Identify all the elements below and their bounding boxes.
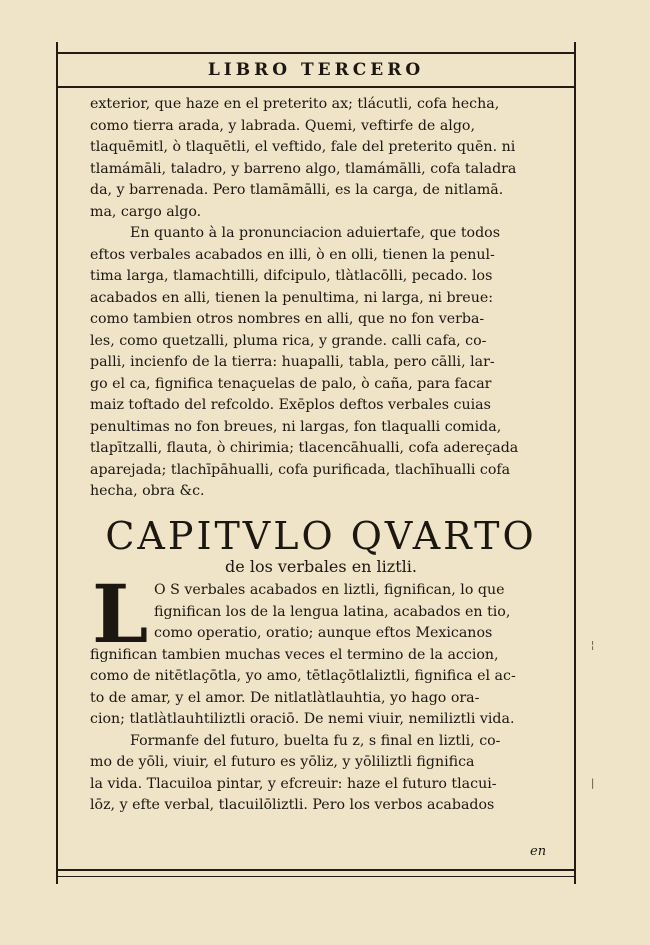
chapter-title: CAPITVLO QVARTO — [105, 514, 537, 558]
chapter-line: O S verbales acabados en liztli, fignifican, lo que — [154, 582, 505, 598]
body-line: maiz toftado del refcoldo. Exēplos deftos verbales cuias — [90, 397, 491, 413]
chapter-line: como de nitētlaçōtla, yo amo, tētlaçōtlaliztli, fignifica el ac- — [90, 668, 516, 684]
body-line: exterior, que haze en el preterito ax; tlácutli, cofa hecha, — [90, 96, 500, 112]
chapter-line: to de amar, y el amor. De nitlatlàtlauhtia, yo hago ora- — [90, 689, 480, 706]
right-border-line — [574, 42, 576, 884]
body-line: da, y barrenada. Pero tlamāmālli, es la carga, de nitlamā. — [90, 182, 504, 198]
chapter-line: Formanfe del futuro, buelta fu z, s final en liztli, co- — [130, 732, 501, 749]
margin-mark: | — [591, 778, 595, 789]
body-line: acabados en alli, tienen la penultima, ni larga, ni breue: — [90, 289, 494, 306]
body-line: eftos verbales acabados en illi, ò en olli, tienen la penul- — [90, 246, 495, 263]
body-line: aparejada; tlachīpāhualli, cofa purificada, tlachīhualli cofa — [90, 461, 511, 478]
catchword: en — [530, 844, 547, 859]
body-line: tlaquēmitl, ò tlaquētli, el veftido, fale del preterito quēn. ni — [90, 139, 516, 155]
body-paragraphs — [90, 94, 552, 503]
chapter-line: fignifican los de la lengua latina, acabados en tio, — [154, 603, 511, 620]
chapter-line: como operatio, oratio; aunque eftos Mexicanos — [154, 625, 493, 641]
chapter-line: mo de yōli, viuir, el futuro es yōliz, y yōliliztli fignifica — [90, 754, 475, 770]
drop-cap: L — [92, 567, 149, 661]
body-line: como tambien otros nombres en alli, que no fon verba- — [90, 311, 485, 327]
body-line: les, como quetzalli, pluma rica, y grande. calli cafa, co- — [90, 332, 487, 349]
chapter-line: cion; tlatlàtlauhtiliztli oraciō. De nemi viuir, nemiliztli vida. — [90, 711, 515, 727]
bottom-rule-thin — [56, 876, 576, 877]
chapter-line: lōz, y efte verbal, tlacuilōliztli. Pero los verbos acabados — [90, 797, 495, 813]
body-line: penultimas no fon breues, ni largas, fon tlaqualli comida, — [90, 418, 502, 435]
body-line: hecha, obra &c. — [90, 483, 205, 499]
margin-mark: ¦ — [591, 640, 595, 651]
body-line: como tierra arada, y labrada. Quemi, veftirfe de algo, — [90, 117, 475, 134]
header-rule — [56, 86, 576, 88]
body-line: tima larga, tlamachtilli, difcipulo, tlàtlacōlli, pecado. los — [90, 268, 493, 284]
body-line: tlamámāli, taladro, y barreno algo, tlamámālli, cofa taladra — [90, 160, 517, 177]
chapter-line: fignifican tambien muchas veces el termino de la accion, — [90, 646, 499, 663]
body-line: tlapītzalli, flauta, ò chirimia; tlacencāhualli, cofa adereçada — [90, 440, 519, 456]
body-line: En quanto à la pronunciacion aduiertafe, que todos — [130, 225, 500, 241]
chapter-body — [90, 567, 552, 817]
chapter-subtitle: de los verbales en liztli. — [225, 557, 417, 576]
left-border-line — [56, 42, 58, 884]
bottom-rule — [56, 869, 576, 871]
running-head: LIBRO TERCERO — [207, 60, 425, 80]
body-line: palli, incienfo de la tierra: huapalli, tabla, pero cālli, lar- — [90, 354, 495, 370]
body-line: ma, cargo algo. — [90, 203, 202, 220]
chapter-line: la vida. Tlacuiloa pintar, y efcreuir: haze el futuro tlacui- — [90, 775, 497, 792]
top-rule — [56, 52, 576, 54]
body-line: go el ca, fignifica tenaçuelas de palo, ò caña, para facar — [90, 375, 492, 392]
